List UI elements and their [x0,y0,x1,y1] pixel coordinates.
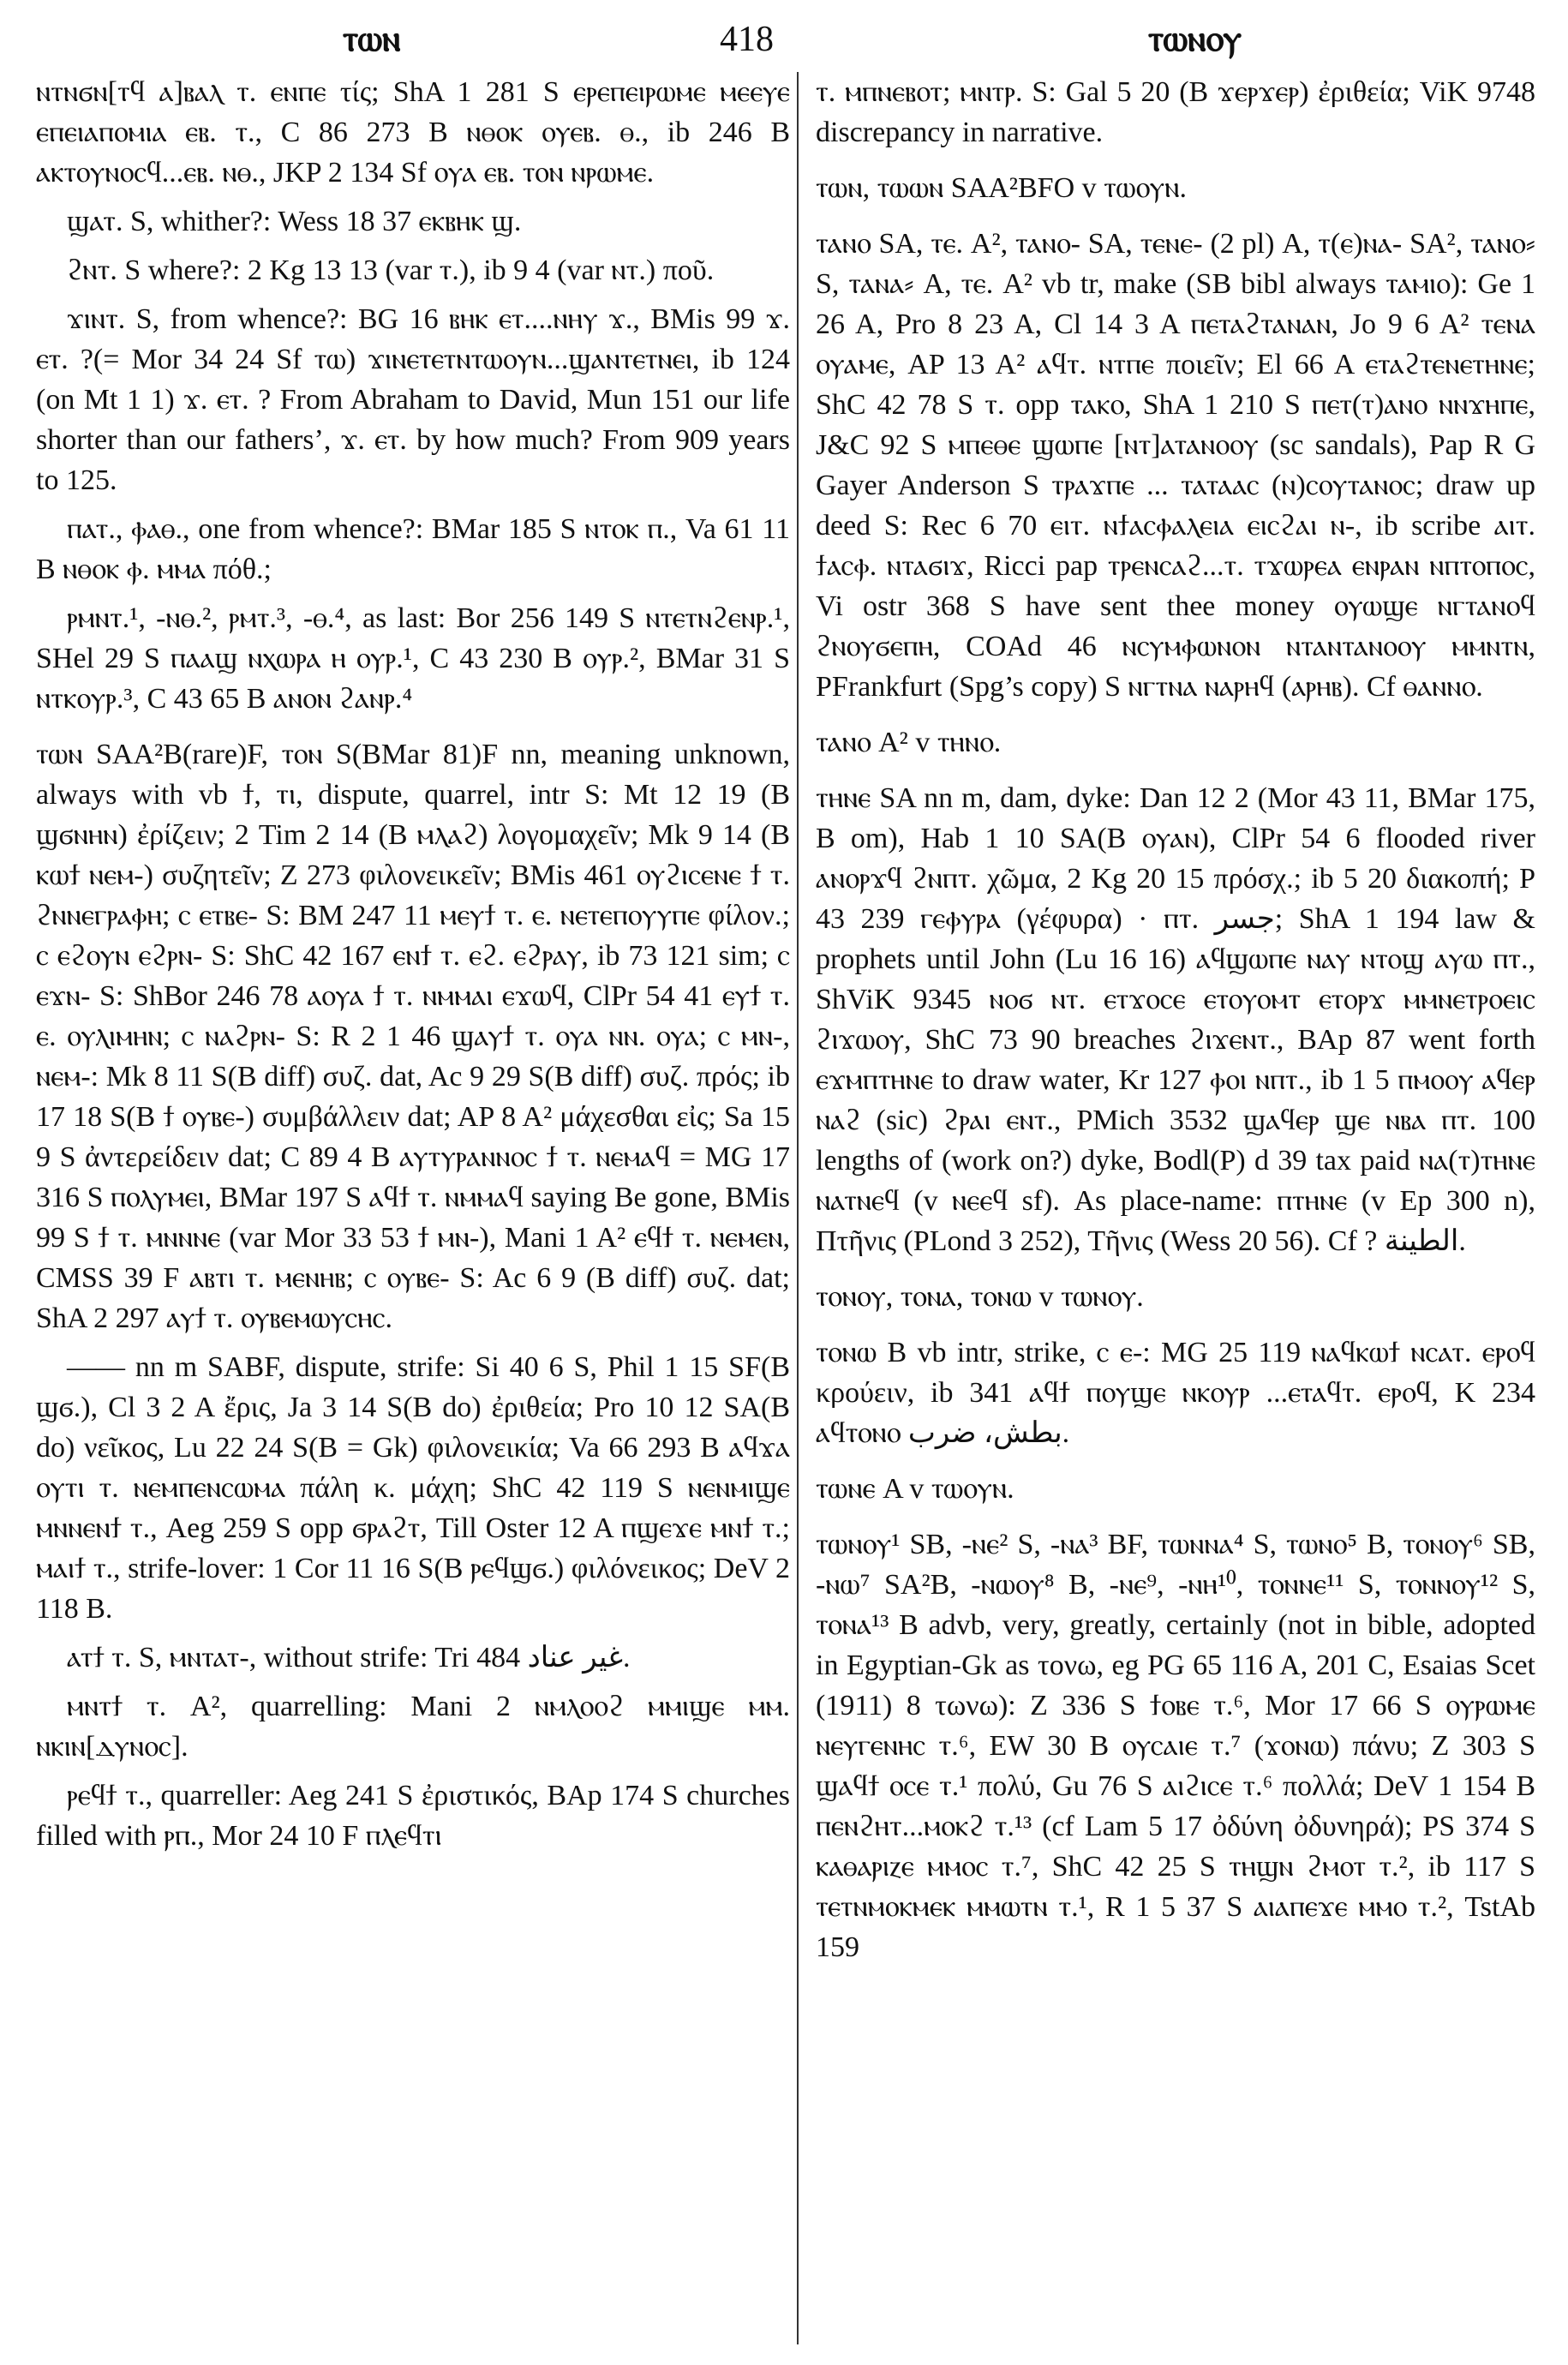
page-number: 418 [720,20,774,59]
entry-paragraph: ϣⲁⲧ. S, whither?: Wess 18 37 ⲉⲕⲃⲏⲕ ϣ. [67,206,522,237]
entry-paragraph: ⲁⲧϯ ⲧ. S, ⲙⲛⲧⲁⲧ-, without strife: Tri 484 غير عناد. [67,1642,631,1673]
entry-paragraph: ϩⲛⲧ. S where?: 2 Kg 13 13 (var ⲧ.), ib 9 4 (var ⲛⲧ.) ποῦ. [67,254,715,286]
header-left-headword: ⲧⲱⲛ [343,20,401,59]
entry-headword-paragraph: ⲧⲟⲛⲟⲩ, ⲧⲟⲛⲁ, ⲧⲟⲛⲱ v ⲧⲱⲛⲟⲩ. [816,1281,1144,1313]
entry-headword-paragraph: ⲧⲱⲛⲉ A v ⲧⲱⲟⲩⲛ. [816,1473,1014,1505]
entry-paragraph: —— nn m SABF, dispute, strife: Si 40 6 S, Phil 1 15 SF(B ϣϭ.), Cl 3 2 A ἔρις, Ja 3 14 S(B do) ἐριθεία; Pro 10 12 SA(B do) νεῖκος, Lu 22 24 S(B = Gk) φιλονεικία; Va 66 293 B ⲁϥϫⲁ ⲟⲩⲧⲓ ⲧ. ⲛⲉⲙⲡⲉⲛⲥⲱⲙⲁ πάλη κ. μάχη; ShC 42 119 S ⲛⲉⲛⲙⲓϣⲉ ⲙⲛⲛⲉⲛϯ ⲧ., Aeg 259 S opp ϭⲣⲁϩⲧ, Till Oster 12 A ⲡϣⲉϫⲉ ⲙⲛϯ ⲧ.; ⲙⲁⲓϯ ⲧ., strife-lover: 1 Cor 11 16 S(B ⲣⲉϥϣϭ.) φιλόνεικος; DeV 2 118 B. [36,1351,790,1625]
entry-paragraph: ⲙⲛⲧϯ ⲧ. A², quarrelling: Mani 2 ⲛⲙⲗⲟⲟϩ ⲙⲙⲓϣⲉ ⲙⲙ. ⲛⲕⲓⲛ[ⲇⲩⲛⲟⲥ]. [36,1691,790,1763]
entry-headword-paragraph: ⲧⲁⲛⲟ SA, ⲧⲉ. A², ⲧⲁⲛⲟ- SA, ⲧⲉⲛⲉ- (2 pl) A, ⲧ(ⲉ)ⲛⲁ- SA², ⲧⲁⲛⲟ⸗ S, ⲧⲁⲛⲁ⸗ A, ⲧⲉ. A² vb tr, make (SB bibl always ⲧⲁⲙⲓⲟ): Ge 1 26 A, Pro 8 23 A, Cl 14 3 A ⲡⲉⲧⲁϩⲧⲁⲛⲁⲛ, Jo 9 6 A² ⲧⲉⲛⲁ ⲟⲩⲁⲙⲉ, AP 13 A² ⲁϥⲧ. ⲛⲧⲡⲉ ποιεῖν; El 66 A ⲉⲧⲁϩⲧⲉⲛⲉⲧⲏⲛⲉ; ShC 42 78 S ⲧ. opp ⲧⲁⲕⲟ, ShA 1 210 S ⲡⲉⲧ(ⲧ)ⲁⲛⲟ ⲛⲛϫⲏⲡⲉ, J&C 92 S ⲙⲡⲉⲑⲉ ϣⲱⲡⲉ [ⲛⲧ]ⲁⲧⲁⲛⲟⲟⲩ (sc sandals), Pap R G Gayer Anderson S ⲧⲣⲁϫⲡⲉ ... ⲧⲁⲧⲁⲁⲥ (ⲛ)ⲥⲟⲩⲧⲁⲛⲟⲥ; draw up deed S: Rec 6 70 ⲉⲓⲧ. ⲛϯⲁⲥⲫⲁⲗⲉⲓⲁ ⲉⲓⲥϩⲁⲓ ⲛ-, ib scribe ⲁⲓⲧ. ϯⲁⲥⲫ. ⲛⲧⲁϭⲓϫ, Ricci pap ⲧⲣⲉⲛⲥⲁϩ...ⲧ. ⲧϫⲱⲣⲉⲁ ⲉⲛⲣⲁⲛ ⲛⲡⲧⲟⲡⲟⲥ, Vi ostr 368 S have sent thee money ⲟⲩⲱϣⲉ ⲛⲅⲧⲁⲛⲟϥ ϩⲛⲟⲩϭⲉⲡⲏ, COAd 46 ⲛⲥⲩⲙⲫⲱⲛⲟⲛ ⲛⲧⲁⲛⲧⲁⲛⲟⲟⲩ ⲙⲙⲛⲧⲛ, PFrankfurt (Spg’s copy) S ⲛⲅⲧⲛⲁ ⲛⲁⲣⲏϥ (ⲁⲣⲏⲃ). Cf ⲑⲁⲛⲛⲟ. [816,228,1535,703]
entry-paragraph: ⲛⲧⲛϭⲛ[ⲧϥ ⲁ]ⲃⲁⲗ ⲧ. ⲉⲛⲡⲉ τίς; ShA 1 281 S ⲉⲣⲉⲡⲉⲓⲣⲱⲙⲉ ⲙⲉⲉⲩⲉ ⲉⲡⲉⲓⲁⲡⲟⲙⲓⲁ ⲉⲃ. ⲧ., C 86 273 B ⲛⲑⲟⲕ ⲟⲩⲉⲃ. ⲑ., ib 246 B ⲁⲕⲧⲟⲩⲛⲟⲥϥ...ⲉⲃ. ⲛⲑ., JKP 2 134 Sf ⲟⲩⲁ ⲉⲃ. ⲧⲟⲛ ⲛⲣⲱⲙⲉ. [36,76,790,189]
header-right-headword: ⲧⲱⲛⲟⲩ [1148,20,1242,59]
entry-headword-paragraph: ⲧⲁⲛⲟ A² v ⲧⲏⲛⲟ. [816,727,1002,758]
running-header [0,12,1568,63]
left-column [36,72,790,2351]
entry-paragraph: ⲡⲁⲧ., ⲫⲁⲑ., one from whence?: BMar 185 S ⲛⲧⲟⲕ ⲡ., Va 61 11 B ⲛⲑⲟⲕ ⲫ. ⲙⲙⲁ πόθ.; [36,513,790,585]
entry-paragraph: ⲣⲙⲛⲧ.¹, -ⲛⲑ.², ⲣⲙⲧ.³, -ⲑ.⁴, as last: Bor 256 149 S ⲛⲧⲉⲧⲛϩⲉⲛⲣ.¹, SHel 29 S ⲡⲁⲁϣ ⲛⲭⲱⲣⲁ ⲏ ⲟⲩⲣ.¹, C 43 230 B ⲟⲩⲣ.², BMar 31 S ⲛⲧⲕⲟⲩⲣ.³, C 43 65 B ⲁⲛⲟⲛ ϩⲁⲛⲣ.⁴ [36,602,790,715]
entry-headword-paragraph: ⲧⲱⲛ, ⲧⲱⲱⲛ SAA²BFO v ⲧⲱⲟⲩⲛ. [816,172,1187,204]
entry-headword-paragraph: ⲧⲏⲛⲉ SA nn m, dam, dyke: Dan 12 2 (Mor 43 11, BMar 175, B om), Hab 1 10 SA(B ⲟⲩⲁⲛ), ClPr 54 6 flooded river ⲁⲛⲟⲣϫϥ ϩⲛⲡⲧ. χῶμα, 2 Kg 20 15 πρόσχ.; ib 5 20 διακοπή; P 43 239 ⲅⲉⲫⲩⲣⲁ (γέφυρα) · ⲡⲧ. جسر; ShA 1 194 law & prophets until John (Lu 16 16) ⲁϥϣⲱⲡⲉ ⲛⲁⲩ ⲛⲧⲟϣ ⲁⲩⲱ ⲡⲧ., ShViK 9345 ⲛⲟϭ ⲛⲧ. ⲉⲧϫⲟⲥⲉ ⲉⲧⲟⲩⲟⲙⲧ ⲉⲧⲟⲣϫ ⲙⲙⲛⲉⲧⲣⲟⲉⲓⲥ ϩⲓϫⲱⲟⲩ, ShC 73 90 breaches ϩⲓϫⲉⲛⲧ., BAp 87 went forth ⲉϫⲙⲡⲧⲏⲛⲉ to draw water, Kr 127 ⲫⲟⲓ ⲛⲡⲧ., ib 1 5 ⲡⲙⲟⲟⲩ ⲁϥⲉⲣ ⲛⲁϩ (sic) ϩⲣⲁⲓ ⲉⲛⲧ., PMich 3532 ϣⲁϥⲉⲣ ϣⲉ ⲛⲃⲁ ⲡⲧ. 100 lengths of (work on?) dyke, Bodl(P) d 39 tax paid ⲛⲁ(ⲧ)ⲧⲏⲛⲉ ⲛⲁⲧⲛⲉϥ (v ⲛⲉⲉϥ sf). As place-name: ⲡⲧⲏⲛⲉ (v Ep 300 n), Πτῆνις (PLond 3 252), Τῆνις (Wess 20 56). Cf ? الطينة. [816,782,1535,1257]
entry-headword-paragraph: ⲧⲟⲛⲱ B vb intr, strike, ⲥ ⲉ-: MG 25 119 ⲛⲁϥⲕⲱϯ ⲛⲥⲁⲧ. ⲉⲣⲟϥ κρούειν, ib 341 ⲁϥϯ ⲡⲟⲩϣⲉ ⲛⲕⲟⲩⲣ ...ⲉⲧⲁϥⲧ. ⲉⲣⲟϥ, K 234 ⲁϥⲧⲟⲛⲟ بطش، ضرب. [816,1337,1535,1449]
entry-headword-paragraph: ⲧⲱⲛⲟⲩ¹ SB, -ⲛⲉ² S, -ⲛⲁ³ BF, ⲧⲱⲛⲛⲁ⁴ S, ⲧⲱⲛⲟ⁵ B, ⲧⲟⲛⲟⲩ⁶ SB, -ⲛⲱ⁷ SA²B, -ⲛⲱⲟⲩ⁸ B, -ⲛⲉ⁹, -ⲛⲏ¹⁰, ⲧⲟⲛⲛⲉ¹¹ S, ⲧⲟⲛⲛⲟⲩ¹² S, ⲧⲟⲛⲁ¹³ B advb, very, greatly, certainly (not in bible, adopted in Egyptian-Gk as τονω, eg PG 65 116 A, 201 C, Esaias Scet (1911) 8 τωνω): Z 336 S ϯⲟⲃⲉ ⲧ.⁶, Mor 17 66 S ⲟⲩⲣⲱⲙⲉ ⲛⲉⲩⲅⲉⲛⲏⲥ ⲧ.⁶, EW 30 B ⲟⲩⲥⲁⲓⲉ ⲧ.⁷ (ϫⲟⲛⲱ) πάνυ; Z 303 S ϣⲁϥϯ ⲟⲥⲉ ⲧ.¹ πολύ, Gu 76 S ⲁⲓϩⲓⲥⲉ ⲧ.⁶ πολλά; DeV 1 154 B ⲡⲉⲛϩⲏⲧ...ⲙⲟⲕϩ ⲧ.¹³ (cf Lam 5 17 ὀδύνη ὀδυνηρά); PS 374 S ⲕⲁⲑⲁⲣⲓⲍⲉ ⲙⲙⲟⲥ ⲧ.⁷, ShC 42 25 S ⲧⲏϣⲛ ϩⲙⲟⲧ ⲧ.², ib 117 S ⲧⲉⲧⲛⲙⲟⲕⲙⲉⲕ ⲙⲙⲱⲧⲛ ⲧ.¹, R 1 5 37 S ⲁⲓⲁⲡⲉϫⲉ ⲙⲙⲟ ⲧ.², TstAb 159 [816,1529,1535,1963]
entry-paragraph: ϫⲓⲛⲧ. S, from whence?: BG 16 ⲃⲏⲕ ⲉⲧ....ⲛⲏⲩ ϫ., BMis 99 ϫ. ⲉⲧ. ?(= Mor 34 24 Sf ⲧⲱ) ϫⲓⲛⲉⲧⲉⲧⲛⲧⲱⲟⲩⲛ...ϣⲁⲛⲧⲉⲧⲛⲉⲓ, ib 124 (on Mt 1 1) ϫ. ⲉⲧ. ? From Abraham to David, Mun 151 our life shorter than our fathers’, ϫ. ⲉⲧ. by how much? From 909 years to 125. [36,303,790,496]
entry-paragraph: ⲣⲉϥϯ ⲧ., quarreller: Aeg 241 S ἐριστικός, BAp 174 S churches filled with ⲣⲡ., Mor 24 10 F ⲡⲗⲉϥⲧⲓ [36,1780,790,1852]
entry-headword-paragraph: ⲧⲱⲛ SAA²B(rare)F, ⲧⲟⲛ S(BMar 81)F nn, meaning unknown, always with vb ϯ, ⲧⲓ, dispute, quarrel, intr S: Mt 12 19 (B ϣϭⲛⲏⲛ) ἐρίζειν; 2 Tim 2 14 (B ⲙⲗⲁϩ) λογομαχεῖν; Mk 9 14 (B ⲕⲱϯ ⲛⲉⲙ-) συζητεῖν; Z 273 φιλονεικεῖν; BMis 461 ⲟⲩϩⲓⲥⲉⲛⲉ ϯ ⲧ. ϩⲛⲛⲉⲅⲣⲁⲫⲏ; ⲥ ⲉⲧⲃⲉ- S: BM 247 11 ⲙⲉⲩϯ ⲧ. ⲉ. ⲛⲉⲧⲉⲡⲟⲩⲩⲡⲉ φίλον.; ⲥ ⲉϩⲟⲩⲛ ⲉϩⲣⲛ- S: ShC 42 167 ⲉⲛϯ ⲧ. ⲉϩ. ⲉϩⲣⲁⲩ, ib 73 121 sim; ⲥ ⲉϫⲛ- S: ShBor 246 78 ⲁⲟⲩⲁ ϯ ⲧ. ⲛⲙⲙⲁⲓ ⲉϫⲱϥ, ClPr 54 41 ⲉⲩϯ ⲧ. ⲉ. ⲟⲩⲗⲓⲙⲏⲛ; ⲥ ⲛⲁϩⲣⲛ- S: R 2 1 46 ϣⲁⲩϯ ⲧ. ⲟⲩⲁ ⲛⲛ. ⲟⲩⲁ; ⲥ ⲙⲛ-, ⲛⲉⲙ-: Mk 8 11 S(B diff) συζ. dat, Ac 9 29 S(B diff) συζ. πρός; ib 17 18 S(B ϯ ⲟⲩⲃⲉ-) συμβάλλειν dat; AP 8 A² μάχεσθαι εἰς; Sa 15 9 S ἀντερείδειν dat; C 89 4 B ⲁⲩⲧⲩⲣⲁⲛⲛⲟⲥ ϯ ⲧ. ⲛⲉⲙⲁϥ = MG 17 316 S ⲡⲟⲗⲩⲙⲉⲓ, BMar 197 S ⲁϥϯ ⲧ. ⲛⲙⲙⲁϥ saying Be gone, BMis 99 S ϯ ⲧ. ⲙⲛⲛⲛⲉ (var Mor 33 53 ϯ ⲙⲛ-), Mani 1 A² ⲉϥϯ ⲧ. ⲛⲉⲙⲉⲛ, CMSS 39 F ⲁⲃⲧⲓ ⲧ. ⲙⲉⲛⲏⲃ; ⲥ ⲟⲩⲃⲉ- S: Ac 6 9 (B diff) συζ. dat; ShA 2 297 ⲁⲩϯ ⲧ. ⲟⲩⲃⲉⲙⲱⲩⲥⲏⲥ. [36,739,790,1334]
column-divider [797,72,799,2344]
right-column [816,72,1535,2351]
entry-paragraph: ⲧ. ⲙⲡⲛⲉⲃⲟⲧ; ⲙⲛⲧⲣ. S: Gal 5 20 (B ϫⲉⲣϫⲉⲣ) ἐριθεία; ViK 9748 discrepancy in narrative. [816,76,1535,148]
